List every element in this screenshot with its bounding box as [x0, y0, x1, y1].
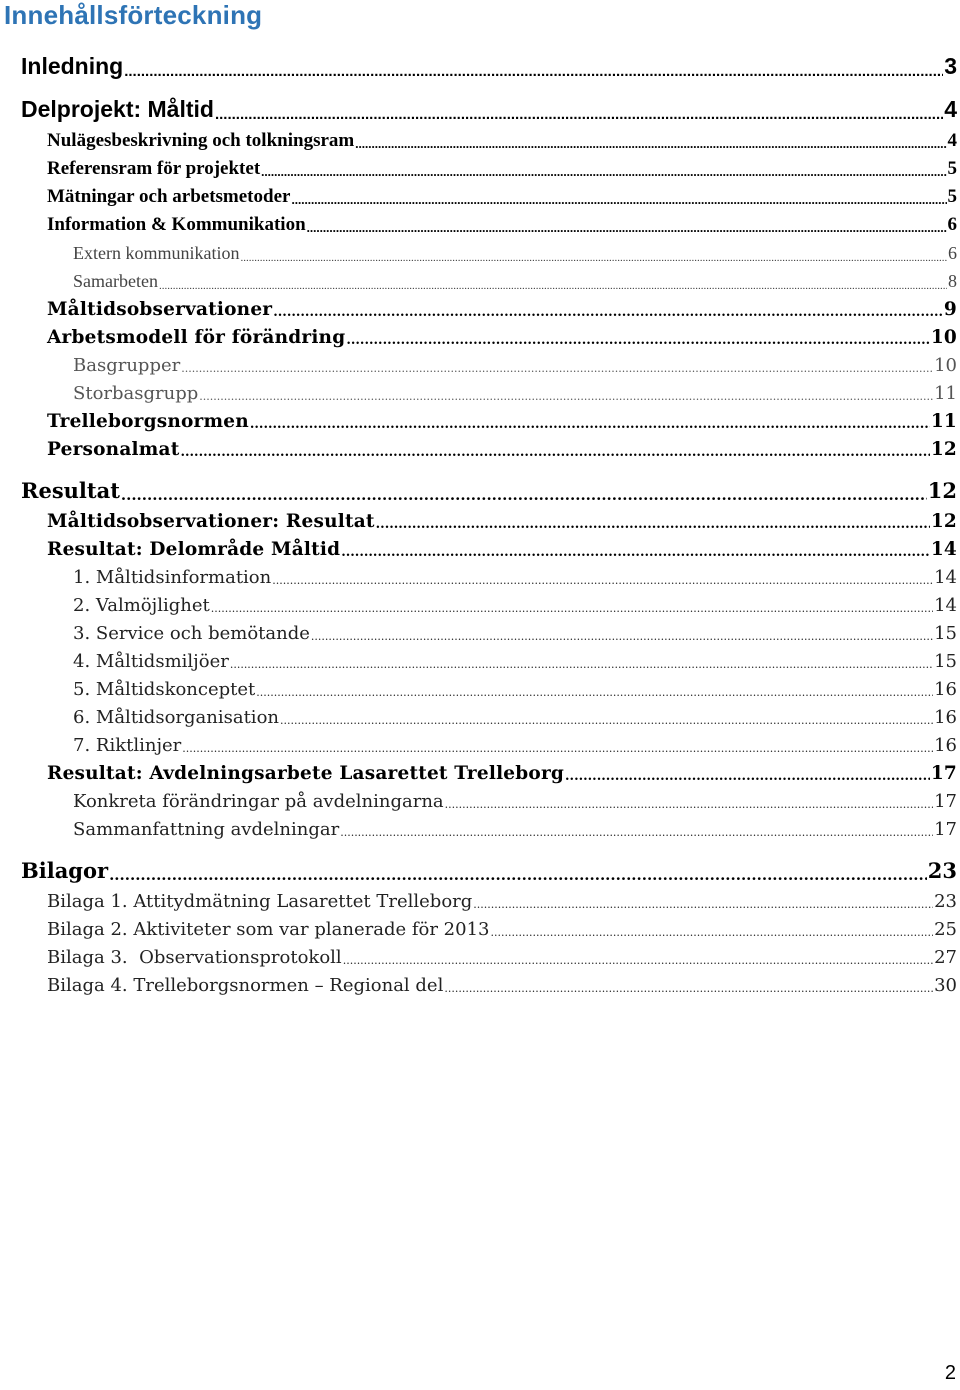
dot-leader — [444, 978, 933, 996]
toc-entry[interactable] — [0, 236, 960, 264]
toc-entry-page: 17 — [930, 763, 957, 784]
toc-entry-title: Konkreta förändringar på avdelningarna — [73, 791, 444, 812]
toc-entry[interactable] — [0, 940, 960, 968]
toc-entry-page: 23 — [934, 891, 957, 912]
dot-leader — [343, 950, 933, 968]
toc-entry-page: 5 — [947, 186, 957, 207]
toc-entry-page: 8 — [948, 271, 957, 291]
toc-entry-title: Basgrupper — [73, 355, 181, 376]
toc-entry[interactable] — [0, 588, 960, 616]
toc-entry-page: 6 — [947, 214, 957, 235]
dot-leader — [215, 100, 943, 123]
toc-entry-page: 15 — [934, 623, 957, 644]
toc-entry[interactable] — [0, 432, 960, 460]
toc-entry-page: 10 — [930, 327, 957, 348]
dot-leader — [346, 330, 929, 349]
dot-leader — [340, 822, 933, 840]
toc-entry[interactable] — [0, 376, 960, 404]
toc-entry-title: Bilaga 4. Trelleborgsnormen – Regional del — [47, 975, 444, 996]
toc-entry[interactable] — [0, 152, 960, 180]
dot-leader — [280, 710, 933, 728]
toc-entry-page: 16 — [934, 707, 957, 728]
dot-leader — [181, 358, 933, 376]
toc-entry-title: Extern kommunikation — [73, 243, 240, 263]
dot-leader — [355, 133, 946, 152]
dot-leader — [445, 794, 933, 812]
toc-entry-page: 6 — [948, 243, 957, 263]
toc-entry-page: 5 — [947, 158, 957, 179]
toc-entry-title: Referensram för projektet — [47, 158, 261, 179]
toc-entry-title: Information & Kommunikation — [47, 214, 306, 235]
toc-entry-title: 5. Måltidskonceptet — [73, 679, 256, 700]
toc-entry-title: Bilaga 2. Aktiviteter som var planerade för 2013 — [47, 919, 490, 940]
toc-entry[interactable] — [0, 208, 960, 236]
dot-leader — [230, 654, 933, 672]
toc-entry-resultat[interactable] — [0, 475, 960, 503]
toc-entry-page: 11 — [930, 411, 957, 432]
toc-entry-page: 25 — [934, 919, 957, 940]
dot-leader — [250, 414, 930, 433]
page-number: 2 — [944, 1362, 956, 1384]
toc-entry-title: 6. Måltidsorganisation — [73, 707, 279, 728]
toc-entry-page: 17 — [934, 819, 957, 840]
toc-entry-page: 11 — [934, 383, 957, 404]
dot-leader — [180, 442, 929, 461]
toc-entry-title: Inledning — [21, 53, 124, 79]
toc-entry-title: 2. Valmöjlighet — [73, 595, 210, 616]
toc-entry-title: Sammanfattning avdelningar — [73, 819, 340, 840]
toc-entry-title: Delprojekt: Måltid — [21, 96, 214, 122]
dot-leader — [240, 246, 947, 264]
toc-entry-page: 12 — [930, 439, 957, 460]
toc-entry[interactable] — [0, 884, 960, 912]
toc-entry-title: Måltidsobservationer — [47, 299, 273, 320]
dot-leader — [376, 514, 930, 533]
toc-entry-title: Trelleborgsnormen — [47, 411, 249, 432]
toc-entry-page: 15 — [934, 651, 957, 672]
dot-leader — [311, 626, 933, 644]
toc-entry-page: 16 — [934, 735, 957, 756]
toc-entry[interactable] — [0, 404, 960, 432]
toc-entry-title: Resultat — [21, 478, 120, 503]
dot-leader — [273, 302, 943, 321]
dot-leader — [109, 862, 927, 883]
toc-entry-title: Personalmat — [47, 439, 180, 460]
toc-entry[interactable] — [0, 124, 960, 152]
toc-entry-bilagor[interactable] — [0, 855, 960, 883]
toc-entry-page: 23 — [927, 858, 957, 883]
dot-leader — [261, 161, 946, 180]
toc-entry-title: Storbasgrupp — [73, 383, 199, 404]
toc-entry-title: Måltidsobservationer: Resultat — [47, 511, 375, 532]
toc-entry-page: 4 — [944, 96, 957, 122]
toc-entry-page: 16 — [934, 679, 957, 700]
dot-leader — [341, 542, 930, 561]
dot-leader — [565, 766, 930, 785]
toc-entry-title: Mätningar och arbetsmetoder — [47, 186, 291, 207]
toc-entry[interactable] — [0, 532, 960, 560]
toc-entry[interactable] — [0, 728, 960, 756]
toc-entry[interactable] — [0, 700, 960, 728]
toc-entry-delprojekt-maltid[interactable] — [0, 95, 960, 123]
dot-leader — [211, 598, 933, 616]
toc-entry-page: 12 — [927, 478, 957, 503]
toc-entry-title: Resultat: Delområde Måltid — [47, 539, 341, 560]
dot-leader — [272, 570, 933, 588]
toc-entry-title: Bilaga 1. Attitydmätning Lasarettet Trelleborg — [47, 891, 473, 912]
toc-entry-title: Resultat: Avdelningsarbete Lasarettet Trelleborg — [47, 763, 565, 784]
toc-entry[interactable] — [0, 348, 960, 376]
toc-entry-title: 7. Riktlinjer — [73, 735, 182, 756]
toc-entry-title: 3. Service och bemötande — [73, 623, 310, 644]
toc-entry[interactable] — [0, 784, 960, 812]
toc-entry-title: Bilaga 3. Observationsprotokoll — [47, 947, 342, 968]
toc-entry-inledning[interactable] — [0, 52, 960, 80]
toc-entry-page: 4 — [947, 130, 957, 151]
toc-entry[interactable] — [0, 672, 960, 700]
dot-leader — [159, 274, 947, 292]
toc-entry-title: Arbetsmodell för förändring — [47, 327, 346, 348]
dot-leader — [199, 386, 933, 404]
toc-entry-page: 14 — [934, 595, 957, 616]
toc-heading: Innehållsförteckning — [4, 0, 263, 30]
toc-entry[interactable] — [0, 756, 960, 784]
toc-entry[interactable] — [0, 644, 960, 672]
toc-entry[interactable] — [0, 560, 960, 588]
toc-entry[interactable] — [0, 292, 960, 320]
toc-entry-title: 4. Måltidsmiljöer — [73, 651, 229, 672]
toc-entry[interactable] — [0, 912, 960, 940]
toc-entry-title: 1. Måltidsinformation — [73, 567, 272, 588]
toc-entry-page: 9 — [943, 299, 957, 320]
toc-entry-title: Samarbeten — [73, 271, 158, 291]
toc-entry[interactable] — [0, 320, 960, 348]
toc-entry-title: Bilagor — [21, 858, 109, 883]
dot-leader — [291, 189, 946, 208]
toc-entry-page: 14 — [934, 567, 957, 588]
dot-leader — [182, 738, 933, 756]
toc-entry-page: 14 — [930, 539, 957, 560]
toc-entry-page: 3 — [944, 53, 957, 79]
toc-entry[interactable] — [0, 264, 960, 292]
toc-entry[interactable] — [0, 180, 960, 208]
dot-leader — [307, 217, 947, 236]
dot-leader — [473, 894, 933, 912]
toc-entry-page: 10 — [934, 355, 957, 376]
toc-entry-page: 12 — [930, 511, 957, 532]
dot-leader — [124, 57, 943, 80]
toc-entry[interactable] — [0, 616, 960, 644]
toc-entry[interactable] — [0, 812, 960, 840]
toc-entry-page: 27 — [934, 947, 957, 968]
toc-entry[interactable] — [0, 504, 960, 532]
toc-entry-page: 30 — [934, 975, 957, 996]
dot-leader — [256, 682, 933, 700]
toc-entry[interactable] — [0, 968, 960, 996]
dot-leader — [490, 922, 933, 940]
toc-entry-title: Nulägesbeskrivning och tolkningsram — [47, 130, 355, 151]
dot-leader — [121, 482, 927, 503]
toc-entry-page: 17 — [934, 791, 957, 812]
